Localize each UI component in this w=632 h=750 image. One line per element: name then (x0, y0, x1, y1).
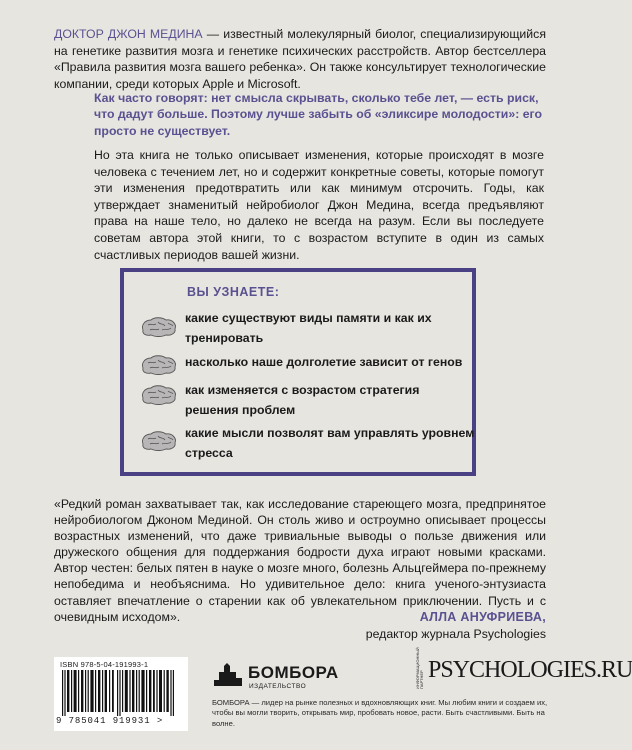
publisher-name: БОМБОРА (248, 663, 339, 682)
learn-title: ВЫ УЗНАЕТЕ: (187, 285, 280, 299)
author-bio (54, 26, 546, 92)
learn-item: какие существуют виды памяти и как их тренировать (185, 311, 432, 345)
isbn-number: ISBN 978-5-04-191993-1 (60, 660, 149, 669)
publisher-subtitle: ИЗДАТЕЛЬСТВО (249, 683, 307, 690)
partner-label: ИНФОРМАЦИОННЫЙ ПАРТНЕР (415, 647, 424, 689)
publisher-slogan: БОМБОРА — лидер на рынке полезных и вдохновляющих книг. Мы любим книги и создаем их, чтобы вы могли творить, открывать мир, пробовать новое, расти. Быть счастливыми. Быть на волне. (212, 698, 548, 728)
quote-author-name: АЛЛА АНУФРИЕВА, (419, 610, 546, 624)
author-bio-text: — известный молекулярный биолог, специализирующийся на генетике развития мозга и генетике психических расстройств. Автор бестселлера «Правила развития мозга вашего ребенка». Он также консультирует технологические компании, среди которых Apple и Microsoft. (54, 27, 546, 91)
learn-item: как изменяется с возрастом стратегия решения проблем (185, 383, 420, 417)
quote-author-role: редактор журнала Psychologies (365, 627, 546, 641)
bombora-logo-icon (212, 662, 246, 688)
learn-item: какие мысли позволят вам управлять уровнем стресса (185, 426, 475, 460)
brain-icon (140, 384, 178, 406)
barcode-digits: 9 785041 919931 > (56, 716, 164, 726)
book-description: Но эта книга не только описывает изменения, которые происходят в мозге человека с течением лет, но и содержит конкретные советы, которые помогут эти изменения предотвратить или как минимум отсрочить. Годы, как утверждает знаменитый нейробиолог Джон Медина, всегда предъявляют права на наше тело, но далеко не всегда на разум. Если вы последуете советам автора этой книги, то с возрастом вступите в один из самых счастливых периодов вашей жизни. (94, 148, 544, 262)
brain-icon (140, 354, 178, 376)
author-name: ДОКТОР ДЖОН МЕДИНА (54, 27, 203, 41)
lead-statement: Как часто говорят: нет смысла скрывать, сколько тебе лет, — есть риск, что дадут больше. Поэтому лучше забыть об «эликсире молодости»: его просто не существует. (94, 91, 543, 138)
brain-icon (140, 430, 178, 452)
psychologies-logo: PSYCHOLOGIES.RU (428, 657, 632, 683)
learn-item: насколько наше долголетие зависит от генов (185, 355, 463, 369)
barcode-icon (62, 670, 184, 716)
brain-icon (140, 316, 178, 338)
review-quote: «Редкий роман захватывает так, как исследование стареющего мозга, предпринятое нейробиологом Джоном Мединой. Он столь живо и остроумно описывает процессы возрастных изменений, что даже тривиальные выводы о пользе движения или дружеского общения для поддержания бодрости духа играют новыми красками. Автор честен: белых пятен в науке о мозге много, болезнь Альцгеймера по-прежнему непобедима и необъяснима. Но удивительное дело: книга ученого-энтузиаста оставляет впечатление о старении как об увлекательном приключении. Пусть и с очевидным исходом». (54, 497, 546, 624)
